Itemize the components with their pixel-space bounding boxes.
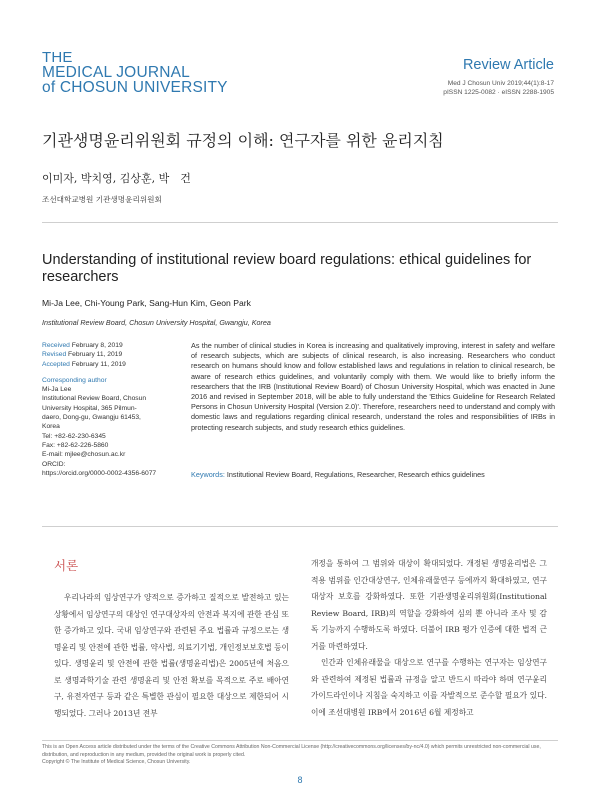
revised-line	[42, 350, 177, 359]
accepted-label: Accepted	[42, 360, 70, 368]
body-paragraph: 인간과 인체유래물을 대상으로 연구를 수행하는 연구자는 임상연구와 관련하여 제정된 법률과 규정을 알고 반드시 따라야 하며 연구윤리 가이드라인이나 지침을 숙지하고 이를 자발적으로 준수할 필요가 있다. 이에 조선대병원 IRB에서 2016년 6월 제정하고	[311, 658, 547, 717]
authors-korean: 이미자, 박치영, 김상훈, 박 건	[42, 172, 191, 185]
received-label: Received	[42, 342, 70, 349]
article-info-sidebar	[42, 341, 177, 478]
corresponding-line: Mi-Ja Lee	[42, 386, 72, 394]
footer	[42, 744, 558, 767]
orcid-link[interactable]: https://orcid.org/0000-0002-4356-6077	[42, 469, 157, 477]
received-date: February 8, 2019	[71, 342, 123, 349]
journal-logo-line2: MEDICAL JOURNAL	[42, 64, 190, 81]
divider	[42, 222, 558, 223]
corresponding-line: Tel: +82-62-230-6345	[42, 432, 106, 440]
corresponding-line: University Hospital, 365 Pilmun-	[42, 404, 137, 412]
abstract: As the number of clinical studies in Korea is increasing and qualitatively improving, interest in safety and welfare of research subjects, which are subjects of clinical research, is also increasing. Researchers who conduct research on humans should know and follow established laws and regulations in relation to clinical research, be aware of research ethics guidelines, and voluntarily comply with them. We would like to briefly inform the researchers that the IRB (Institutional Review Board) of Chosun University Hospital, which was enacted in June 2016 and revised in September 2018, will be able to fully understand the 'Ethics Guideline for Research Related Persons in Chosun University Hospital (Version 2.0)'. Therefore, researchers need to understand and comply with domestic laws and regulations regarding clinical research, understand the roles and responsibilities of IRBs in protecting research subjects, and study research ethics guidelines.	[191, 341, 555, 432]
license-text: This is an Open Access article distributed under the terms of the Creative Commons Attribution Non-Commercial License (http://creativecommons.org/licenses/by-nc/4.0) which permits unrestricted non-commercial use, distribution, and reproduction in any medium, provided the original work is properly cited.	[42, 744, 541, 758]
affiliation-korean: 조선대학교병원 기관생명윤리위원회	[42, 195, 162, 204]
authors-english: Mi-Ja Lee, Chi-Young Park, Sang-Hun Kim, Geon Park	[42, 298, 251, 308]
title-english: Understanding of institutional review board regulations: ethical guidelines for researchers	[42, 252, 532, 285]
accepted-date: February 11, 2019	[71, 360, 126, 368]
body-column-left	[54, 590, 289, 722]
body-paragraph: 우리나라의 임상연구가 양적으로 증가하고 질적으로 발전하고 있는 상황에서 임상연구의 대상인 연구대상자의 안전과 복지에 관한 관심 또한 증가하고 있다. 국내 임상연구와 관련된 주요 법률과 규정으로는 생명윤리 및 안전에 관한 법률, 약사법, 의료기기법, 개인정보보호법 등이 있다. 생명윤리 및 안전에 관한 법률(생명윤리법)은 2005년에 처음으로 생명과학기술 관련 생명윤리 및 안전 확보를 목적으로 주로 배아연구, 유전자연구 등과 같은 특별한 관심이 필요한 대상으로 제한되어 시행되었다. 그러나 2013년 전부	[54, 593, 289, 718]
page-number: 8	[297, 775, 303, 785]
revised-label: Revised	[42, 351, 67, 359]
title-korean: 기관생명윤리위원회 규정의 이해: 연구자를 위한 윤리지침	[42, 131, 444, 150]
affiliation-english: Institutional Review Board, Chosun University Hospital, Gwangju, Korea	[42, 318, 271, 327]
issn: pISSN 1225-0082 · eISSN 2288-1905	[443, 89, 554, 96]
corresponding-line: ORCID:	[42, 460, 66, 468]
keywords	[191, 470, 555, 479]
corresponding-line: Fax: +82-62-226-5860	[42, 441, 109, 449]
journal-logo-line1: THE	[42, 49, 73, 66]
journal-logo	[42, 50, 228, 95]
citation: Med J Chosun Univ 2019;44(1):8-17	[447, 80, 554, 87]
divider	[42, 740, 558, 741]
keywords-label: Keywords:	[191, 470, 225, 479]
article-type: Review Article	[462, 57, 554, 73]
received-line	[42, 341, 177, 350]
keywords-text: Institutional Review Board, Regulations, Researcher, Research ethics guidelines	[226, 470, 485, 479]
corresponding-author-label: Corresponding author	[42, 376, 107, 384]
corresponding-email: E-mail: mjlee@chosun.ac.kr	[42, 451, 126, 459]
citation-block	[443, 79, 554, 97]
journal-logo-line3: of CHOSUN UNIVERSITY	[42, 79, 228, 96]
copyright-text: Copyright © The Institute of Medical Science, Chosun University.	[42, 759, 191, 766]
corresponding-line: Institutional Review Board, Chosun	[42, 395, 147, 403]
revised-date: February 11, 2019	[68, 351, 123, 359]
accepted-line	[42, 360, 177, 369]
corresponding-line: Korea	[42, 423, 60, 431]
section-heading: 서론	[54, 558, 79, 573]
corresponding-line: daero, Dong-gu, Gwangju 61453,	[42, 414, 141, 422]
body-paragraph: 개정을 통하여 그 범위와 대상이 확대되었다. 개정된 생명윤리법은 그 적용 범위를 인간대상연구, 인체유래물연구 등에까지 확대하였고, 연구대상자 보호를 강화하였다. 또한 기관생명윤리위원회(Institutional Review Board, IRB)의 역할을 강화하여 심의 뿐 아니라 조사 및 감독 기능까지 수행하도록 하였다. 더불어 IRB 평가 인증에 대한 법적 근거를 마련하였다.	[311, 559, 547, 651]
body-column-right	[311, 556, 547, 721]
divider	[42, 526, 558, 527]
